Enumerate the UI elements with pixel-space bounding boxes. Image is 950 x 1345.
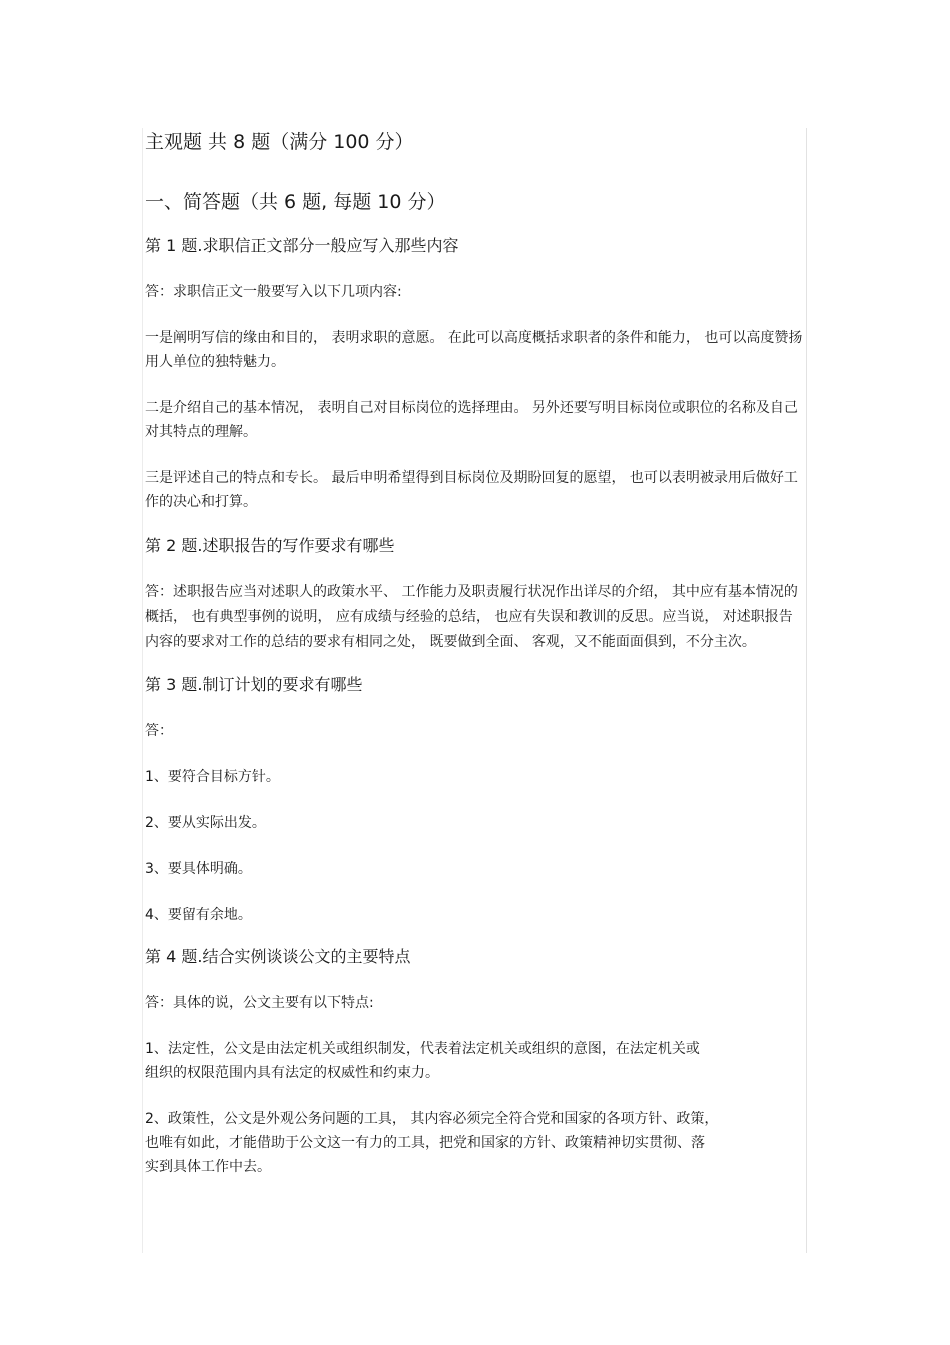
question-4-paragraph-1 [145, 1037, 805, 1085]
document-content [145, 128, 805, 1179]
section-title: 一、简答题（共 6 题, 每题 10 分） [145, 191, 446, 213]
question-3-title: 第 3 题.制订计划的要求有哪些 [145, 675, 363, 694]
question-3 [145, 673, 805, 927]
main-title: 主观题 共 8 题（满分 100 分） [145, 131, 414, 153]
question-4-paragraph-1-line-1: 1、法定性，公文是由法定机关或组织制发，代表着法定机关或组织的意图，在法定机关或 [145, 1041, 700, 1057]
question-4-answer-intro: 答：具体的说，公文主要有以下特点: [145, 995, 374, 1011]
question-1-answer-intro: 答：求职信正文一般要写入以下几项内容: [145, 284, 402, 300]
question-4 [145, 945, 805, 1179]
question-1-paragraph-1: 一是阐明写信的缘由和目的， 表明求职的意愿。 在此可以高度概括求职者的条件和能力， 也可以高度赞扬用人单位的独特魅力。 [145, 330, 803, 370]
question-4-title: 第 4 题.结合实例谈谈公文的主要特点 [145, 947, 411, 966]
question-1 [145, 234, 805, 514]
question-3-item-3: 3、要具体明确。 [145, 861, 252, 877]
question-1-paragraph-2: 二是介绍自己的基本情况， 表明自己对目标岗位的选择理由。 另外还要写明目标岗位或职位的名称及自己对其特点的理解。 [145, 400, 798, 440]
question-4-paragraph-2-line-1: 2、政策性，公文是外观公务问题的工具， 其内容必须完全符合党和国家的各项方针、政策， [145, 1111, 719, 1127]
question-4-paragraph-2-line-3: 实到具体工作中去。 [145, 1159, 271, 1175]
question-1-title: 第 1 题.求职信正文部分一般应写入那些内容 [145, 236, 459, 255]
question-2-title: 第 2 题.述职报告的写作要求有哪些 [145, 536, 395, 555]
question-2-answer: 答：述职报告应当对述职人的政策水平、 工作能力及职责履行状况作出详尽的介绍， 其中应有基本情况的概括， 也有典型事例的说明， 应有成绩与经验的总结， 也应有失误和教训的反思。应当说， 对述职报告内容的要求对工作的总结的要求有相同之处， 既要做到全面、 客观，又不能面面俱到，不分主次。 [145, 584, 798, 650]
question-3-answer-intro: 答： [145, 723, 173, 739]
question-3-item-2: 2、要从实际出发。 [145, 815, 266, 831]
right-margin-rule [806, 128, 807, 1253]
question-4-paragraph-1-line-2: 组织的权限范围内具有法定的权威性和约束力。 [145, 1065, 439, 1081]
question-3-item-4: 4、要留有余地。 [145, 907, 252, 923]
question-4-paragraph-2-line-2: 也唯有如此，才能借助于公文这一有力的工具，把党和国家的方针、政策精神切实贯彻、落 [145, 1135, 705, 1151]
question-4-paragraph-2 [145, 1107, 805, 1179]
question-2 [145, 534, 805, 655]
question-1-paragraph-3: 三是评述自己的特点和专长。 最后申明希望得到目标岗位及期盼回复的愿望， 也可以表明被录用后做好工作的决心和打算。 [145, 470, 798, 510]
left-margin-rule [142, 128, 143, 1253]
question-3-item-1: 1、要符合目标方针。 [145, 769, 280, 785]
